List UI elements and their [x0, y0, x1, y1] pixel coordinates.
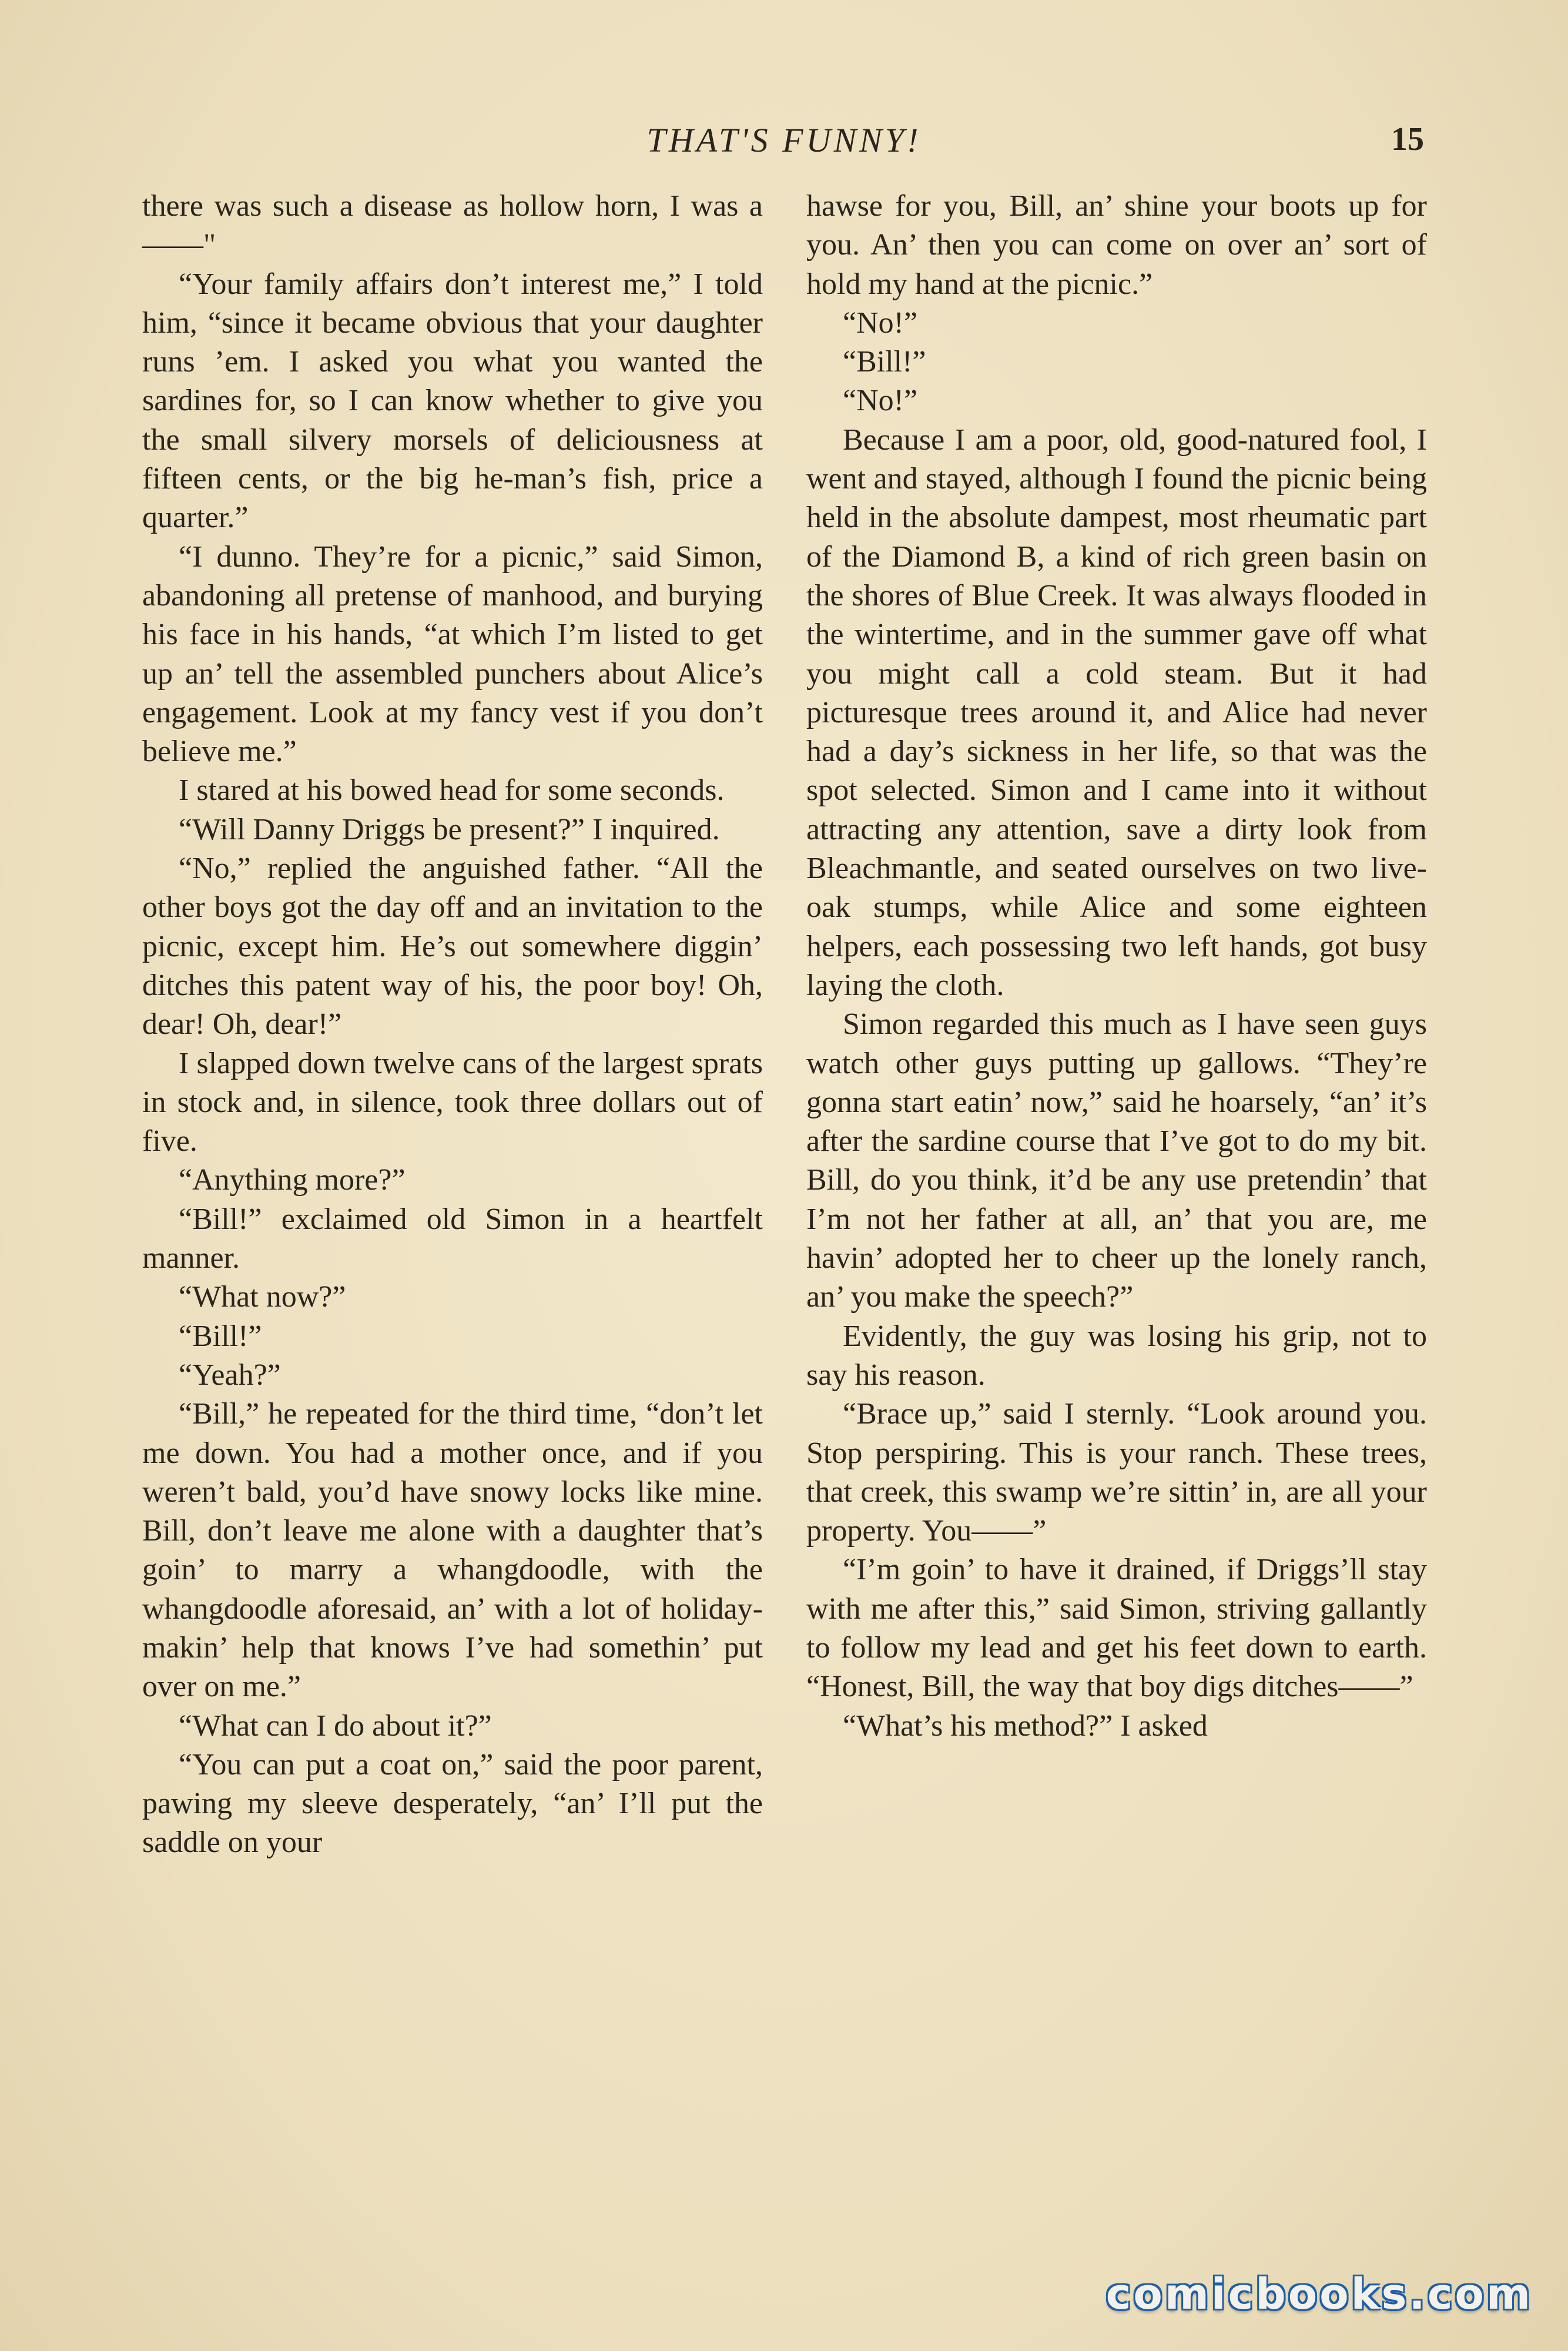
paragraph: Simon regarded this much as I have seen guys watch other guys putting up gallows. “They’re gonna start eatin’ now,” said he hoarsely, “an’ it’s after the sardine course that I’ve got to do my bit. Bill, do you think, it’d be any use pretendin’ that I’m not her father at all, an’ that you are, me havin’ adopted her to cheer up the lonely ranch, an’ you make the speech?”	[806, 1007, 1427, 1314]
page-number: 15	[1391, 121, 1424, 158]
paragraph: “What can I do about it?”	[179, 1709, 492, 1743]
paragraph: Because I am a poor, old, good-natured fool, I went and stayed, although I found the picnic being held in the absolute dampest, most rheumatic part of the Diamond B, a kind of rich green basin on the shores of Blue Creek. It was always flooded in the wintertime, and in the summer gave off what you might call a cold steam. But it had picturesque trees around it, and Alice had never had a day’s sickness in her life, so that was the spot selected. Simon and I came into it without attracting any attention, save a dirty look from Bleachmantle, and seated ourselves on two live-oak stumps, while Alice and some eighteen helpers, each possessing two left hands, got busy laying the cloth.	[806, 423, 1427, 1002]
page-header	[0, 120, 1568, 168]
paragraph: “Bill,” he repeated for the third time, “don’t let me down. You had a mother once, and if you weren’t bald, you’d have snowy locks like mine. Bill, don’t leave me alone with a daughter that’s goin’ to marry a whangdoodle, with the whangdoodle aforesaid, an’ with a lot of holiday-makin’ help that knows I’ve had somethin’ put over on me.”	[142, 1397, 763, 1704]
text-column-right	[806, 187, 1427, 1746]
paragraph: Evidently, the guy was losing his grip, not to say his reason.	[806, 1319, 1427, 1392]
paragraph: “Bill!” exclaimed old Simon in a heartfelt manner.	[142, 1202, 763, 1275]
running-title: THAT'S FUNNY!	[646, 121, 922, 159]
paragraph: “Your family affairs don’t interest me,” I told him, “since it became obvious that your daughter runs ’em. I asked you what you wanted the sardines for, so I can know whether to give you the small silvery morsels of deliciousness at fifteen cents, or the big he-man’s fish, price a quarter.”	[142, 267, 763, 535]
paragraph: “Bill!”	[179, 1319, 262, 1353]
paragraph: hawse for you, Bill, an’ shine your boots up for you. An’ then you can come on over an’ sort of hold my hand at the picnic.”	[806, 189, 1427, 301]
paragraph: “What’s his method?” I asked	[843, 1709, 1208, 1743]
paragraph: I stared at his bowed head for some seconds.	[179, 773, 725, 808]
paragraph: “Anything more?”	[179, 1163, 406, 1197]
paragraph: “Yeah?”	[179, 1358, 281, 1392]
paragraph: “No!”	[843, 306, 918, 340]
paragraph: “What now?”	[179, 1280, 346, 1314]
text-column-left	[142, 187, 763, 1863]
paragraph: “Bill!”	[843, 345, 926, 379]
paragraph: “I’m goin’ to have it drained, if Driggs’ll stay with me after this,” said Simon, striving gallantly to follow my lead and get his feet down to earth. “Honest, Bill, the way that boy digs ditches——”	[806, 1553, 1427, 1704]
paragraph: “No,” replied the anguished father. “All the other boys got the day off and an invitation to the picnic, except him. He’s out somewhere diggin’ ditches this patent way of his, the poor boy! Oh, dear! Oh, dear!”	[142, 852, 763, 1041]
paragraph: there was such a disease as hollow horn, I was a——"	[142, 189, 763, 262]
paragraph: “Brace up,” said I sternly. “Look around you. Stop perspiring. This is your ranch. These trees, that creek, this swamp we’re sittin’ in, are all your property. You——”	[806, 1397, 1427, 1548]
paragraph: “No!”	[843, 384, 918, 418]
paragraph: “You can put a coat on,” said the poor parent, pawing my sleeve desperately, “an’ I’ll put the saddle on your	[142, 1747, 763, 1860]
watermark: comicbooks.com	[1105, 2269, 1533, 2319]
paragraph: “Will Danny Driggs be present?” I inquired.	[179, 812, 720, 846]
paragraph: “I dunno. They’re for a picnic,” said Simon, abandoning all pretense of manhood, and burying his face in his hands, “at which I’m listed to get up an’ tell the assembled punchers about Alice’s engagement. Look at my fancy vest if you don’t believe me.”	[142, 540, 763, 769]
paragraph: I slapped down twelve cans of the largest sprats in stock and, in silence, took three dollars out of five.	[142, 1046, 763, 1158]
